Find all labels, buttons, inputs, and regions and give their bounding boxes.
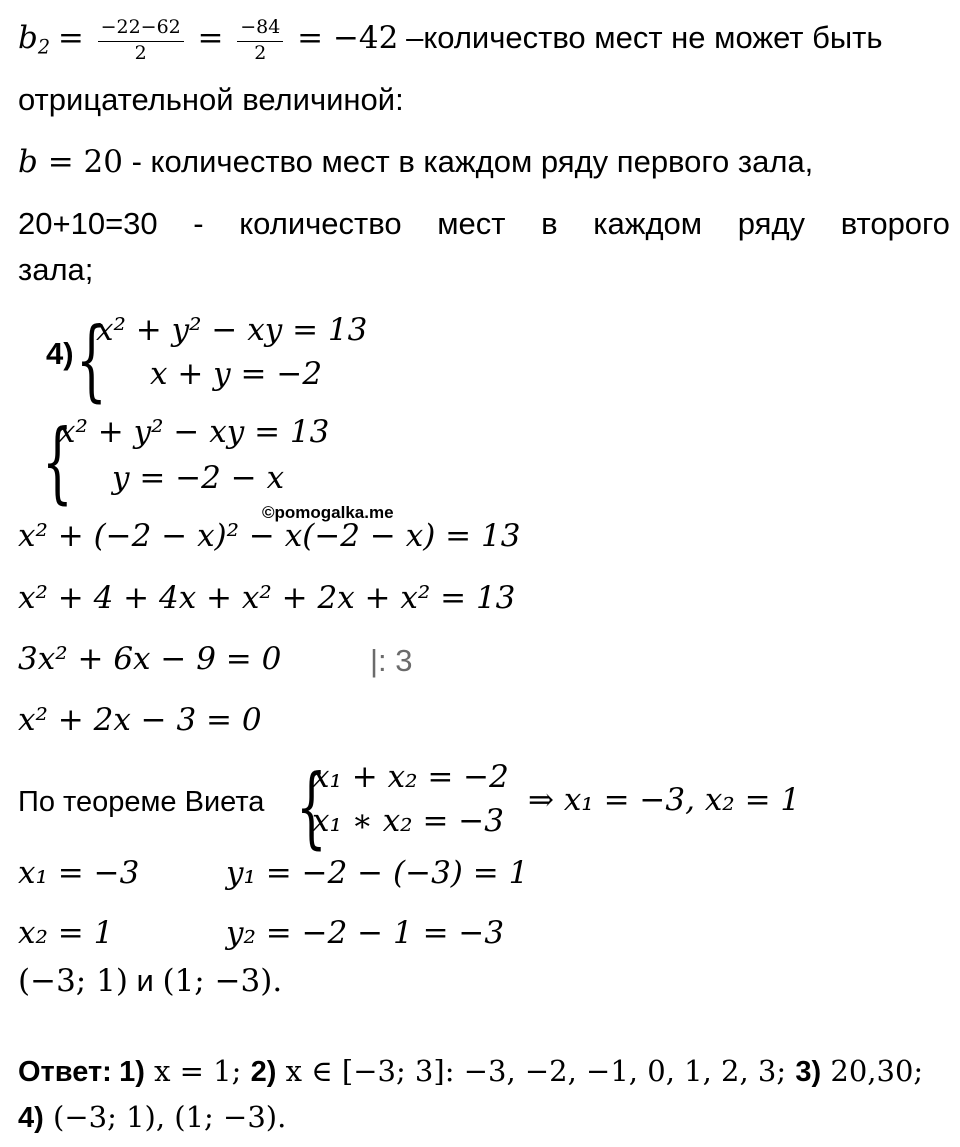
- answer-line2: 4) (−3; 1), (1; −3).: [18, 1100, 287, 1134]
- vieta-result: ⇒ x₁ = −3, x₂ = 1: [528, 782, 801, 818]
- vieta-eq1: x₁ + x₂ = −2: [312, 759, 509, 795]
- b2-result: = −42: [297, 20, 399, 57]
- step-1: x² + (−2 − x)² − x(−2 − x) = 13: [18, 518, 521, 554]
- system1-eq2: x + y = −2: [150, 356, 323, 392]
- root-x1: x₁ = −3: [18, 855, 140, 891]
- second-hall-seats-line2: зала;: [18, 252, 94, 287]
- root-x2: x₂ = 1: [18, 915, 114, 951]
- fraction-1: $\frac{-22-62}{2}$: [98, 18, 184, 64]
- fraction-2: $\frac{-84}{2}$: [237, 18, 283, 64]
- step-4: x² + 2x − 3 = 0: [18, 702, 262, 738]
- watermark: ©pomogalka.me: [262, 503, 394, 522]
- divide-by-3: |: 3: [370, 643, 413, 678]
- system1-eq1: x² + y² − xy = 13: [96, 312, 368, 348]
- vieta-label: По теореме Виета: [18, 786, 265, 818]
- system-brace-1: {: [76, 308, 107, 411]
- system2-eq2: y = −2 − x: [112, 460, 285, 496]
- root-y2: y₂ = −2 − 1 = −3: [226, 915, 505, 951]
- second-hall-seats: 20+10=30 - количество мест в каждом ряду второго: [18, 206, 950, 241]
- b2-symbol: $b_2$: [18, 20, 51, 59]
- b2-comment: –количество мест не может быть: [406, 20, 883, 56]
- b2-comment-line2: отрицательной величиной:: [18, 82, 404, 117]
- step-3: 3x² + 6x − 9 = 0: [18, 641, 282, 677]
- system-brace-2: {: [42, 410, 73, 513]
- system2-eq1: x² + y² − xy = 13: [58, 414, 330, 450]
- vieta-eq2: x₁ ∗ x₂ = −3: [312, 803, 504, 839]
- answer-label: Ответ:: [18, 1056, 112, 1088]
- vieta-brace: {: [296, 755, 327, 858]
- step-2: x² + 4 + 4x + x² + 2x + x² = 13: [18, 580, 516, 616]
- b2-calculation: $b_2$ = $\frac{-22-62}{2}$ = $\frac{-84}{2}$ = −42 –количество мест не может быть: [18, 16, 883, 64]
- task-4-label: 4): [46, 336, 74, 371]
- answer-line1: Ответ: 1) x = 1; 2) x ∈ [−3; 3]: −3, −2, −1, 0, 1, 2, 3; 3) 20,30;: [18, 1054, 924, 1088]
- solution-pairs: (−3; 1) и (1; −3).: [18, 963, 283, 999]
- root-y1: y₁ = −2 − (−3) = 1: [226, 855, 529, 891]
- first-hall-seats: b = 20 - количество мест в каждом ряду первого зала,: [18, 144, 814, 180]
